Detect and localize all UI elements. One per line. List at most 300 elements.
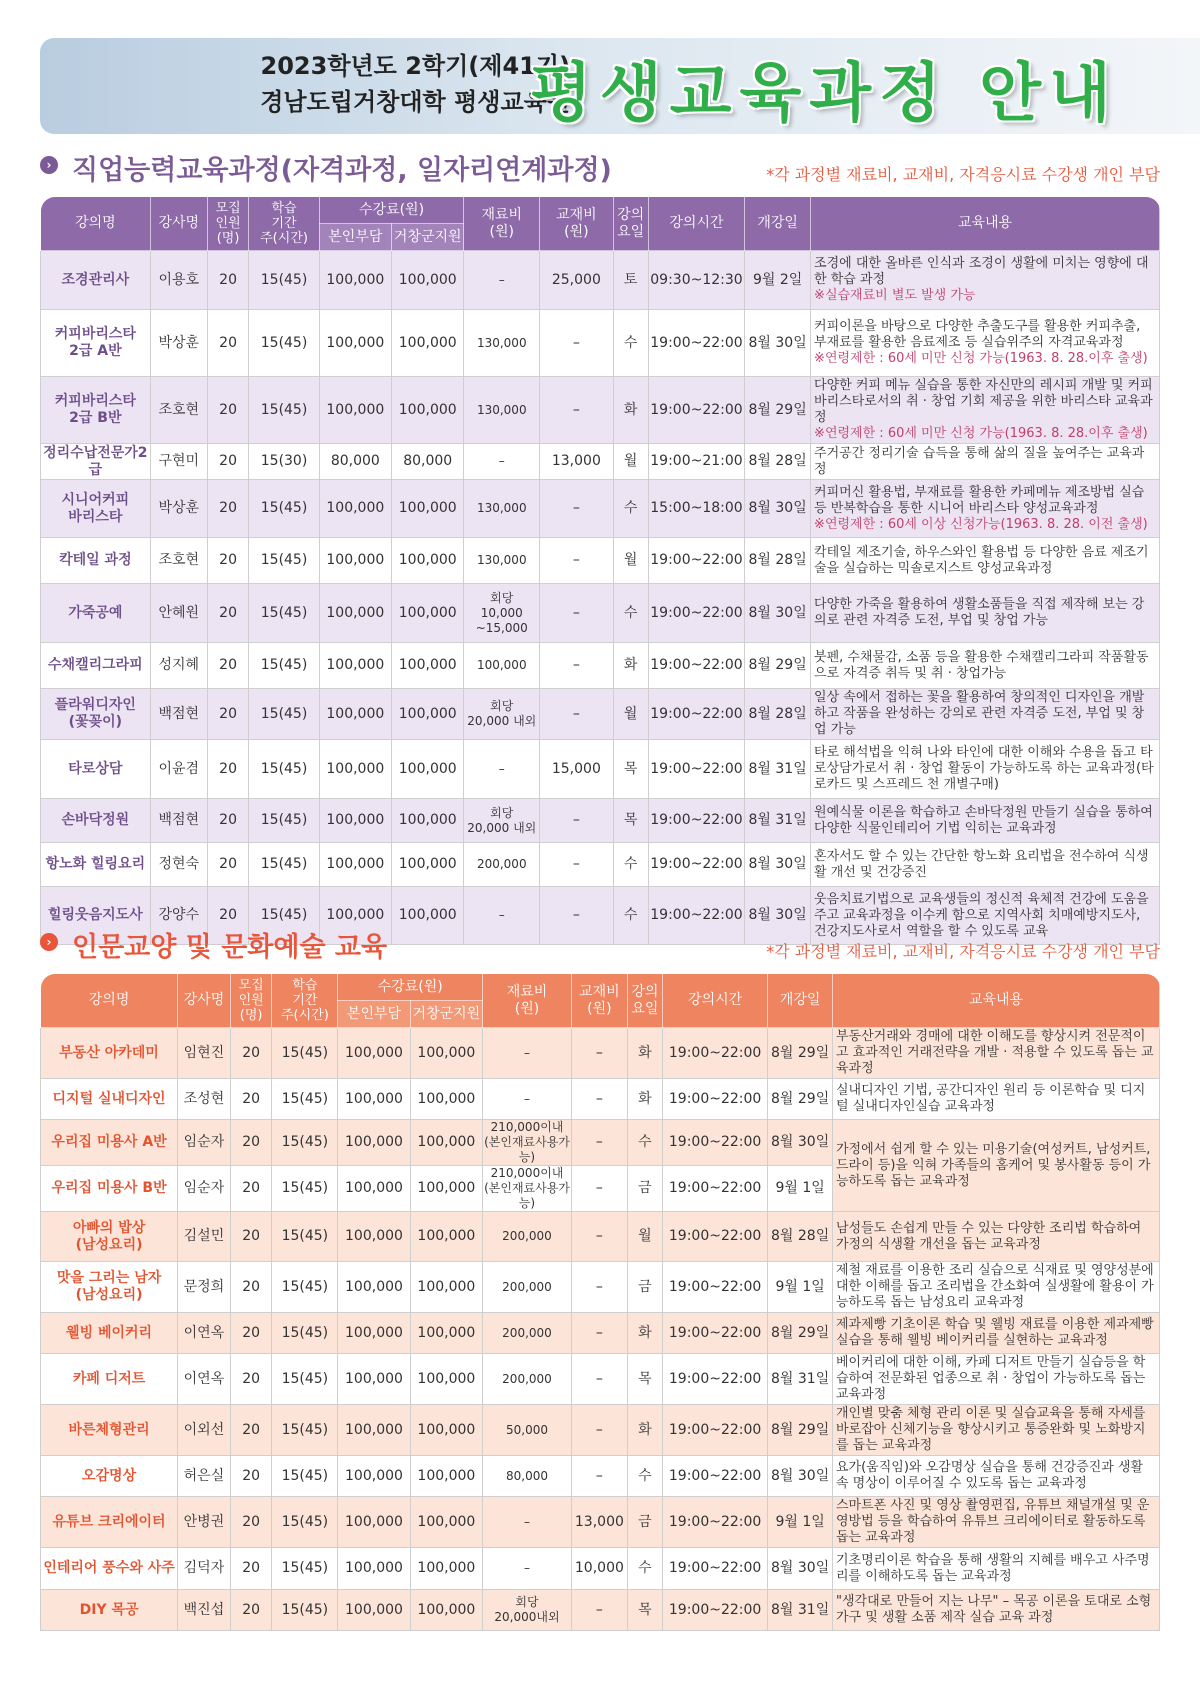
course-material: 210,000이내 (본인재료사용가능) bbox=[484, 1120, 570, 1164]
course-fee-county: 100,000 bbox=[392, 584, 464, 643]
course-start: 8월 29일 bbox=[768, 1028, 833, 1079]
course-content bbox=[832, 1456, 1159, 1497]
course-description: 커피이론을 바탕으로 다양한 추출도구를 활용한 커피추출, 부재료를 활용한 음료제조 등 실습위주의 자격교육과정 bbox=[814, 319, 1141, 350]
course-capacity: 20 bbox=[207, 843, 249, 887]
course-fee-self: 100,000 bbox=[338, 1166, 410, 1212]
course-textbook: – bbox=[571, 1166, 627, 1212]
course-name: 부동산 아카데미 bbox=[41, 1028, 178, 1079]
banner-subtitle bbox=[190, 48, 570, 120]
course-textbook: – bbox=[571, 1079, 627, 1120]
course-name: 힐링웃음지도사 bbox=[41, 887, 151, 945]
course-time: 19:00~22:00 bbox=[662, 1166, 767, 1212]
course-capacity: 20 bbox=[207, 377, 249, 444]
course-start: 8월 28일 bbox=[745, 689, 811, 740]
course-name: 가죽공예 bbox=[41, 584, 151, 643]
course-description: 주거공간 정리기술 습득을 통해 삶의 질을 높여주는 교육과정 bbox=[814, 445, 1145, 477]
table-row bbox=[41, 1548, 1160, 1590]
course-start: 8월 31일 bbox=[768, 1590, 833, 1631]
course-fee-self: 100,000 bbox=[319, 643, 391, 689]
course-day: 금 bbox=[627, 1497, 662, 1548]
course-fee-county: 100,000 bbox=[410, 1405, 482, 1456]
course-fee-self: 100,000 bbox=[319, 251, 391, 310]
course-teacher: 백점현 bbox=[150, 799, 207, 843]
course-textbook: – bbox=[540, 843, 614, 887]
course-name: 손바닥정원 bbox=[41, 799, 151, 843]
course-fee-county: 80,000 bbox=[392, 444, 464, 480]
course-description: 요가(움직임)와 오감명상 실습을 통해 건강증진과 생활 속 명상이 이루어질 수 있도록 돕는 교육과정 bbox=[835, 1460, 1144, 1491]
course-textbook: – bbox=[540, 310, 614, 377]
course-start: 8월 28일 bbox=[745, 444, 811, 480]
table-row bbox=[41, 1497, 1160, 1548]
course-content bbox=[811, 444, 1160, 480]
course-time: 19:00~22:00 bbox=[662, 1548, 767, 1590]
header-capacity: 모집 인원 (명) bbox=[207, 197, 249, 251]
course-time: 19:00~22:00 bbox=[648, 643, 745, 689]
course-capacity: 20 bbox=[207, 538, 249, 584]
course-time: 19:00~22:00 bbox=[662, 1590, 767, 1631]
course-capacity: 20 bbox=[230, 1456, 272, 1497]
table-row bbox=[41, 377, 1160, 444]
course-content bbox=[832, 1262, 1159, 1313]
course-teacher: 조성현 bbox=[178, 1079, 231, 1120]
course-start: 8월 29일 bbox=[745, 377, 811, 444]
course-teacher: 이용호 bbox=[150, 251, 207, 310]
course-day: 수 bbox=[613, 584, 648, 643]
course-name: 웰빙 베이커리 bbox=[41, 1313, 178, 1354]
course-capacity: 20 bbox=[230, 1166, 272, 1212]
course-time: 19:00~21:00 bbox=[648, 444, 745, 480]
course-period: 15(45) bbox=[249, 843, 319, 887]
course-start: 8월 28일 bbox=[745, 538, 811, 584]
section-2-title: 인문교양 및 문화예술 교육 bbox=[72, 932, 388, 963]
course-teacher: 강양수 bbox=[150, 887, 207, 945]
course-capacity: 20 bbox=[207, 799, 249, 843]
course-capacity: 20 bbox=[230, 1497, 272, 1548]
course-period: 15(30) bbox=[249, 444, 319, 480]
course-content bbox=[811, 310, 1160, 377]
course-capacity: 20 bbox=[230, 1354, 272, 1405]
course-content bbox=[811, 251, 1160, 310]
course-teacher: 김덕자 bbox=[178, 1548, 231, 1590]
course-capacity: 20 bbox=[230, 1548, 272, 1590]
course-description: 부동산거래와 경매에 대한 이해도를 향상시켜 전문적이고 효과적인 거래전략을 개발 · 적용할 수 있도록 돕는 교육과정 bbox=[835, 1029, 1154, 1076]
course-description: 칵테일 제조기술, 하우스와인 활용법 등 다양한 음료 제조기술을 실습하는 믹솔로지스트 양성교육과정 bbox=[814, 544, 1149, 576]
course-material: 130,000 bbox=[464, 480, 540, 538]
header-time: 강의시간 bbox=[648, 197, 745, 251]
course-name: 칵테일 과정 bbox=[41, 538, 151, 584]
course-content bbox=[832, 1028, 1159, 1079]
course-name: DIY 목공 bbox=[41, 1590, 178, 1631]
course-fee-county: 100,000 bbox=[392, 887, 464, 945]
course-capacity: 20 bbox=[207, 689, 249, 740]
course-period: 15(45) bbox=[272, 1456, 338, 1497]
course-name: 카페 디저트 bbox=[41, 1354, 178, 1405]
course-start: 8월 28일 bbox=[768, 1212, 833, 1262]
institution-label: 경남도립거창대학 평생교육원 bbox=[260, 88, 570, 116]
table-row bbox=[41, 1590, 1160, 1631]
course-name: 디지털 실내디자인 bbox=[41, 1079, 178, 1120]
course-content bbox=[811, 799, 1160, 843]
course-material: 200,000 bbox=[464, 843, 540, 887]
header-period: 학습 기간 주(시간) bbox=[249, 197, 319, 251]
course-fee-self: 100,000 bbox=[319, 538, 391, 584]
course-teacher: 백점현 bbox=[150, 689, 207, 740]
course-material: – bbox=[464, 444, 540, 480]
course-name: 오감명상 bbox=[41, 1456, 178, 1497]
course-material: 200,000 bbox=[483, 1354, 572, 1405]
table-row bbox=[41, 480, 1160, 538]
course-description: 다양한 커피 메뉴 실습을 통한 자신만의 레시피 개발 및 커피바리스타로서의 취 · 창업 기회 제공을 위한 바리스타 교육과정 bbox=[814, 378, 1153, 425]
course-day: 월 bbox=[613, 444, 648, 480]
header-period: 학습 기간 주(시간) bbox=[272, 974, 338, 1028]
course-time: 19:00~22:00 bbox=[662, 1313, 767, 1354]
course-material: 50,000 bbox=[483, 1405, 572, 1456]
course-day: 수 bbox=[627, 1456, 662, 1497]
course-start: 8월 29일 bbox=[745, 643, 811, 689]
course-name: 시니어커피 바리스타 bbox=[41, 480, 151, 538]
course-content bbox=[832, 1354, 1159, 1405]
course-textbook: – bbox=[571, 1120, 627, 1166]
header-textbook: 교재비 (원) bbox=[540, 197, 614, 251]
course-description: 타로 해석법을 익혀 나와 타인에 대한 이해와 수용을 돕고 타로상담가로서 취 · 창업 활동이 가능하도록 하는 교육과정(타로카드 및 스프레드 천 개별구매) bbox=[814, 745, 1154, 792]
vocational-course-table bbox=[40, 196, 1160, 945]
course-name: 플라워디자인 (꽃꽂이) bbox=[41, 689, 151, 740]
course-fee-self: 100,000 bbox=[338, 1262, 410, 1313]
header-time: 강의시간 bbox=[662, 974, 767, 1028]
course-time: 19:00~22:00 bbox=[648, 377, 745, 444]
course-material: – bbox=[483, 1028, 572, 1079]
course-note: ※연령제한 : 60세 미만 신청 가능(1963. 8. 28.이후 출생) bbox=[814, 426, 1148, 441]
course-start: 8월 31일 bbox=[768, 1354, 833, 1405]
table-row bbox=[41, 689, 1160, 740]
header-content: 교육내용 bbox=[811, 197, 1160, 251]
course-textbook: – bbox=[540, 584, 614, 643]
course-fee-self: 100,000 bbox=[319, 887, 391, 945]
course-period: 15(45) bbox=[249, 480, 319, 538]
course-material: – bbox=[464, 740, 540, 799]
course-teacher: 임순자 bbox=[178, 1120, 231, 1166]
header-banner bbox=[40, 38, 1200, 134]
course-fee-self: 100,000 bbox=[338, 1079, 410, 1120]
course-material: – bbox=[464, 887, 540, 945]
header-day: 강의 요일 bbox=[627, 974, 662, 1028]
table-row bbox=[41, 843, 1160, 887]
course-day: 월 bbox=[613, 538, 648, 584]
table-row bbox=[41, 1313, 1160, 1354]
header-fee: 수강료(원) bbox=[319, 197, 464, 224]
header-material: 재료비 (원) bbox=[464, 197, 540, 251]
course-teacher: 임순자 bbox=[178, 1166, 231, 1212]
course-teacher: 성지혜 bbox=[150, 643, 207, 689]
course-textbook: – bbox=[540, 643, 614, 689]
header-start: 개강일 bbox=[768, 974, 833, 1028]
course-material: – bbox=[464, 251, 540, 310]
table-row bbox=[41, 799, 1160, 843]
course-description: 베이커리에 대한 이해, 카페 디저트 만들기 실습등을 학습하여 전문화된 업종으로 취 · 창업이 가능하도록 돕는 교육과정 bbox=[835, 1355, 1146, 1402]
course-period: 15(45) bbox=[249, 740, 319, 799]
header-fee-county: 거창군지원 bbox=[410, 1001, 482, 1028]
course-capacity: 20 bbox=[207, 740, 249, 799]
course-day: 화 bbox=[627, 1313, 662, 1354]
course-fee-county: 100,000 bbox=[410, 1212, 482, 1262]
section-1-title: 직업능력교육과정(자격과정, 일자리연계과정) bbox=[72, 155, 612, 186]
table-row bbox=[41, 444, 1160, 480]
course-fee-self: 100,000 bbox=[319, 843, 391, 887]
header-start: 개강일 bbox=[745, 197, 811, 251]
course-start: 9월 1일 bbox=[768, 1166, 833, 1212]
course-textbook: – bbox=[540, 538, 614, 584]
course-start: 8월 30일 bbox=[745, 887, 811, 945]
course-fee-self: 100,000 bbox=[338, 1548, 410, 1590]
course-capacity: 20 bbox=[230, 1079, 272, 1120]
course-capacity: 20 bbox=[207, 310, 249, 377]
course-capacity: 20 bbox=[230, 1590, 272, 1631]
table-row bbox=[41, 740, 1160, 799]
course-name: 맛을 그리는 남자 (남성요리) bbox=[41, 1262, 178, 1313]
header-fee: 수강료(원) bbox=[338, 974, 483, 1001]
course-name: 조경관리사 bbox=[41, 251, 151, 310]
course-fee-self: 100,000 bbox=[338, 1212, 410, 1262]
course-time: 19:00~22:00 bbox=[662, 1354, 767, 1405]
course-fee-self: 100,000 bbox=[338, 1497, 410, 1548]
course-textbook: – bbox=[571, 1405, 627, 1456]
course-start: 8월 30일 bbox=[745, 480, 811, 538]
header-fee-self: 본인부담 bbox=[319, 224, 391, 251]
table-row bbox=[41, 251, 1160, 310]
course-day: 목 bbox=[613, 799, 648, 843]
table-row bbox=[41, 1079, 1160, 1120]
course-day: 화 bbox=[613, 643, 648, 689]
course-fee-county: 100,000 bbox=[410, 1120, 482, 1166]
course-time: 19:00~22:00 bbox=[662, 1405, 767, 1456]
course-day: 목 bbox=[627, 1354, 662, 1405]
course-content bbox=[832, 1405, 1159, 1456]
course-period: 15(45) bbox=[249, 689, 319, 740]
course-time: 19:00~22:00 bbox=[648, 740, 745, 799]
course-start: 9월 1일 bbox=[768, 1497, 833, 1548]
course-fee-county: 100,000 bbox=[410, 1262, 482, 1313]
course-start: 8월 30일 bbox=[768, 1548, 833, 1590]
course-fee-county: 100,000 bbox=[410, 1497, 482, 1548]
course-period: 15(45) bbox=[272, 1212, 338, 1262]
course-fee-self: 100,000 bbox=[319, 584, 391, 643]
course-teacher: 안병권 bbox=[178, 1497, 231, 1548]
course-fee-self: 100,000 bbox=[319, 377, 391, 444]
course-period: 15(45) bbox=[249, 643, 319, 689]
course-day: 화 bbox=[627, 1028, 662, 1079]
course-fee-self: 100,000 bbox=[338, 1120, 410, 1166]
course-time: 19:00~22:00 bbox=[648, 689, 745, 740]
course-start: 8월 30일 bbox=[768, 1120, 833, 1166]
course-day: 목 bbox=[627, 1590, 662, 1631]
course-textbook: – bbox=[571, 1028, 627, 1079]
table-row bbox=[41, 1028, 1160, 1079]
course-description: 다양한 가죽을 활용하여 생활소품들을 직접 제작해 보는 강의로 관련 자격증 도전, 부업 및 창업 가능 bbox=[814, 597, 1145, 628]
course-fee-county: 100,000 bbox=[410, 1548, 482, 1590]
course-time: 19:00~22:00 bbox=[648, 799, 745, 843]
course-material: – bbox=[483, 1079, 572, 1120]
course-fee-county: 100,000 bbox=[410, 1028, 482, 1079]
course-fee-county: 100,000 bbox=[392, 740, 464, 799]
course-period: 15(45) bbox=[272, 1028, 338, 1079]
course-period: 15(45) bbox=[272, 1166, 338, 1212]
course-description: 실내디자인 기법, 공간디자인 원리 등 이론학습 및 디지털 실내디자인실습 교육과정 bbox=[835, 1083, 1146, 1114]
course-fee-county: 100,000 bbox=[392, 643, 464, 689]
course-fee-county: 100,000 bbox=[392, 843, 464, 887]
course-fee-self: 100,000 bbox=[338, 1590, 410, 1631]
course-period: 15(45) bbox=[272, 1405, 338, 1456]
course-description: 제과제빵 기초이론 학습 및 웰빙 재료를 이용한 제과제빵 실습을 통해 웰빙 베이커리를 실현하는 교육과정 bbox=[835, 1317, 1154, 1348]
table-row bbox=[41, 1456, 1160, 1497]
course-fee-county: 100,000 bbox=[392, 251, 464, 310]
course-name: 커피바리스타 2급 B반 bbox=[41, 377, 151, 444]
course-period: 15(45) bbox=[272, 1590, 338, 1631]
section-2-header bbox=[40, 925, 1160, 961]
course-day: 월 bbox=[613, 689, 648, 740]
course-content bbox=[832, 1590, 1159, 1631]
table-row bbox=[41, 1212, 1160, 1262]
course-description: 개인별 맞춤 체형 관리 이론 및 실습교육을 통해 자세를 바로잡아 신체기능을 향상시키고 통증완화 및 노화방지를 돕는 교육과정 bbox=[835, 1406, 1146, 1453]
course-fee-county: 100,000 bbox=[392, 689, 464, 740]
course-textbook: – bbox=[571, 1262, 627, 1313]
course-content bbox=[811, 538, 1160, 584]
course-material: 80,000 bbox=[483, 1456, 572, 1497]
course-name: 항노화 힐링요리 bbox=[41, 843, 151, 887]
course-fee-county: 100,000 bbox=[410, 1456, 482, 1497]
course-content bbox=[811, 480, 1160, 538]
course-fee-county: 100,000 bbox=[392, 480, 464, 538]
course-day: 수 bbox=[613, 480, 648, 538]
course-fee-county: 100,000 bbox=[392, 538, 464, 584]
table-row bbox=[41, 538, 1160, 584]
course-fee-county: 100,000 bbox=[392, 310, 464, 377]
course-content bbox=[811, 740, 1160, 799]
course-content bbox=[832, 1548, 1159, 1590]
header-name: 강의명 bbox=[41, 974, 178, 1028]
course-capacity: 20 bbox=[207, 887, 249, 945]
course-capacity: 20 bbox=[230, 1212, 272, 1262]
course-description: 스마트폰 사진 및 영상 촬영편집, 유튜브 채널개설 및 운영방법 등을 학습하여 유튜브 크리에이터로 활동하도록 돕는 교육과정 bbox=[835, 1498, 1150, 1545]
course-period: 15(45) bbox=[272, 1079, 338, 1120]
course-note: ※연령제한 : 60세 미만 신청 가능(1963. 8. 28.이후 출생) bbox=[814, 351, 1148, 366]
course-teacher: 이연옥 bbox=[178, 1354, 231, 1405]
course-description: 혼자서도 할 수 있는 간단한 항노화 요리법을 전수하여 식생활 개선 및 건강증진 bbox=[814, 848, 1149, 880]
course-textbook: – bbox=[540, 689, 614, 740]
course-time: 19:00~22:00 bbox=[662, 1262, 767, 1313]
course-material: 200,000 bbox=[483, 1313, 572, 1354]
bullet-icon: › bbox=[40, 156, 58, 174]
course-content bbox=[832, 1313, 1159, 1354]
course-fee-self: 100,000 bbox=[319, 689, 391, 740]
section-2-note: *각 과정별 재료비, 교재비, 자격응시료 수강생 개인 부담 bbox=[766, 942, 1160, 961]
course-fee-self: 100,000 bbox=[319, 480, 391, 538]
course-note: ※실습재료비 별도 발생 가능 bbox=[814, 288, 976, 303]
course-period: 15(45) bbox=[272, 1313, 338, 1354]
course-time: 09:30~12:30 bbox=[648, 251, 745, 310]
course-capacity: 20 bbox=[207, 643, 249, 689]
course-time: 19:00~22:00 bbox=[662, 1497, 767, 1548]
course-start: 8월 29일 bbox=[768, 1079, 833, 1120]
course-content bbox=[811, 689, 1160, 740]
course-teacher: 조호현 bbox=[150, 377, 207, 444]
section-1-header bbox=[40, 148, 1160, 184]
course-fee-self: 100,000 bbox=[338, 1354, 410, 1405]
course-name: 수채캘리그라피 bbox=[41, 643, 151, 689]
course-teacher: 백진섭 bbox=[178, 1590, 231, 1631]
course-name: 우리집 미용사 B반 bbox=[41, 1166, 178, 1212]
course-name: 커피바리스타 2급 A반 bbox=[41, 310, 151, 377]
course-day: 목 bbox=[613, 740, 648, 799]
header-day: 강의 요일 bbox=[613, 197, 648, 251]
course-name: 유튜브 크리에이터 bbox=[41, 1497, 178, 1548]
course-teacher: 허은실 bbox=[178, 1456, 231, 1497]
course-material: 130,000 bbox=[464, 310, 540, 377]
course-period: 15(45) bbox=[249, 310, 319, 377]
course-description: 조경에 대한 올바른 인식과 조경이 생활에 미치는 영향에 대한 학습 과정 bbox=[814, 256, 1149, 287]
course-material: 130,000 bbox=[464, 377, 540, 444]
course-description: 붓펜, 수채물감, 소품 등을 활용한 수채캘리그라피 작품활동으로 자격증 취득 및 취 · 창업가능 bbox=[814, 649, 1149, 681]
course-period: 15(45) bbox=[272, 1262, 338, 1313]
course-capacity: 20 bbox=[230, 1313, 272, 1354]
course-fee-self: 100,000 bbox=[338, 1405, 410, 1456]
course-content bbox=[811, 843, 1160, 887]
course-capacity: 20 bbox=[207, 251, 249, 310]
course-fee-self: 100,000 bbox=[319, 310, 391, 377]
course-name: 정리수납전문가2급 bbox=[41, 444, 151, 480]
course-fee-county: 100,000 bbox=[392, 799, 464, 843]
course-time: 19:00~22:00 bbox=[648, 843, 745, 887]
course-teacher: 박상훈 bbox=[150, 480, 207, 538]
course-teacher: 김설민 bbox=[178, 1212, 231, 1262]
course-day: 토 bbox=[613, 251, 648, 310]
course-textbook: 10,000 bbox=[571, 1548, 627, 1590]
course-time: 15:00~18:00 bbox=[648, 480, 745, 538]
header-teacher: 강사명 bbox=[150, 197, 207, 251]
course-time: 19:00~22:00 bbox=[662, 1456, 767, 1497]
course-material: 회당 20,000 내외 bbox=[464, 799, 540, 843]
course-time: 19:00~22:00 bbox=[648, 584, 745, 643]
header-teacher: 강사명 bbox=[178, 974, 231, 1028]
course-content bbox=[811, 377, 1160, 444]
semester-label: 2023학년도 2학기(제41기) bbox=[260, 52, 570, 80]
table-row bbox=[41, 1405, 1160, 1456]
course-start: 8월 31일 bbox=[745, 740, 811, 799]
course-start: 8월 30일 bbox=[768, 1456, 833, 1497]
course-fee-self: 100,000 bbox=[319, 799, 391, 843]
course-description: 웃음치료기법으로 교육생들의 정신적 육체적 건강에 도움을 주고 교육과정을 이수케 함으로 지역사회 치매예방지도사, 건강지도사로서 역할을 할 수 있도록 교육 bbox=[814, 891, 1149, 939]
course-period: 15(45) bbox=[249, 251, 319, 310]
course-name: 우리집 미용사 A반 bbox=[41, 1120, 178, 1166]
course-fee-county: 100,000 bbox=[410, 1079, 482, 1120]
course-content bbox=[811, 643, 1160, 689]
course-capacity: 20 bbox=[230, 1405, 272, 1456]
header-textbook: 교재비 (원) bbox=[571, 974, 627, 1028]
course-time: 19:00~22:00 bbox=[662, 1212, 767, 1262]
course-textbook: – bbox=[571, 1590, 627, 1631]
course-day: 화 bbox=[627, 1405, 662, 1456]
course-textbook: – bbox=[540, 799, 614, 843]
course-description: "생각대로 만들어 지는 나무" – 목공 이론을 토대로 소형 가구 및 생활 소품 제작 실습 교육 과정 bbox=[835, 1594, 1152, 1625]
course-fee-county: 100,000 bbox=[410, 1354, 482, 1405]
header-fee-self: 본인부담 bbox=[338, 1001, 410, 1028]
table-row bbox=[41, 1262, 1160, 1313]
header-capacity: 모집 인원 (명) bbox=[230, 974, 272, 1028]
course-fee-county: 100,000 bbox=[410, 1590, 482, 1631]
course-period: 15(45) bbox=[272, 1354, 338, 1405]
course-day: 월 bbox=[627, 1212, 662, 1262]
course-description: 제철 재료를 이용한 조리 실습으로 식재료 및 영양성분에 대한 이해를 돕고 조리법을 간소화여 실생활에 활용이 가능하도록 돕는 남성요리 교육과정 bbox=[835, 1263, 1154, 1310]
course-time: 19:00~22:00 bbox=[662, 1120, 767, 1166]
